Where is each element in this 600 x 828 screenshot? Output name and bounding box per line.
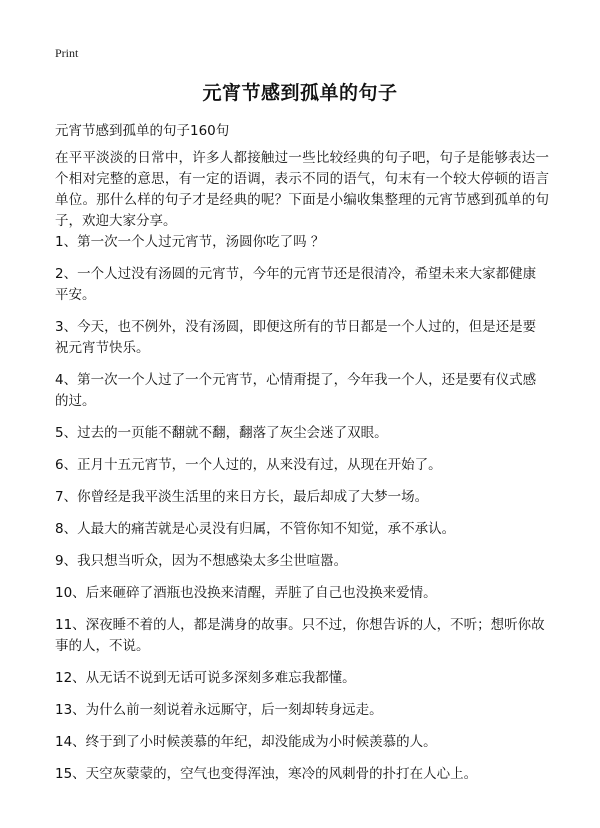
list-item: 9、我只想当听众，因为不想感染太多尘世喧嚣。 xyxy=(55,553,348,569)
list-item: 15、天空灰蒙蒙的，空气也变得浑浊，寒冷的风刺骨的扑打在人心上。 xyxy=(55,766,478,782)
intro-paragraph: 在平平淡淡的日常中，许多人都接触过一些比较经典的句子吧，句子是能够表达一个相对完整的意思，有一定的语调，表示不同的语气，句末有一个较大停顿的语言单位。那什么样的句子才是经典的呢？下面是小编收集整理的元宵节感到孤单的句子，欢迎大家分享。 xyxy=(55,150,549,229)
list-item: 1、第一次一个人过元宵节，汤圆你吃了吗 ？ xyxy=(55,234,325,250)
list-item: 10、后来砸碎了酒瓶也没换来清醒，弄脏了自己也没换来爱情。 xyxy=(55,585,437,601)
list-item: 2、一个人过没有汤圆的元宵节，今年的元宵节还是很清冷，希望未来大家都健康平安。 xyxy=(55,266,537,303)
list-item: 14、终于到了小时候羡慕的年纪，却没能成为小时候羡慕的人。 xyxy=(55,734,437,750)
list-item: 6、正月十五元宵节，一个人过的，从来没有过，从现在开始了。 xyxy=(55,457,442,473)
list-item: 8、人最大的痛苦就是心灵没有归属，不管你知不知觉，承不承认。 xyxy=(55,521,456,537)
print-link[interactable]: Print xyxy=(55,46,79,60)
sentence-list xyxy=(55,232,549,796)
list-item: 4、第一次一个人过了一个元宵节，心情甭提了，今年我一个人，还是要有仪式感的过。 xyxy=(55,372,537,409)
list-item: 13、为什么前一刻说着永远厮守，后一刻却转身远走。 xyxy=(55,702,383,718)
list-item: 7、你曾经是我平淡生活里的来日方长，最后却成了大梦一场。 xyxy=(55,489,429,505)
list-item: 12、从无话不说到无话可说多深刻多难忘我都懂。 xyxy=(55,670,356,686)
article-title: 元宵节感到孤单的句子 xyxy=(202,82,398,104)
list-item: 5、过去的一页能不翻就不翻，翻落了灰尘会迷了双眼。 xyxy=(55,425,388,441)
list-item: 11、深夜睡不着的人，都是满身的故事。只不过，你想告诉的人，不听；想听你故事的人，不说。 xyxy=(55,617,545,654)
list-item: 3、今天，也不例外，没有汤圆，即便这所有的节日都是一个人过的，但是还是要祝元宵节快乐。 xyxy=(55,319,537,356)
article-subtitle: 元宵节感到孤单的句子160句 xyxy=(55,123,230,139)
